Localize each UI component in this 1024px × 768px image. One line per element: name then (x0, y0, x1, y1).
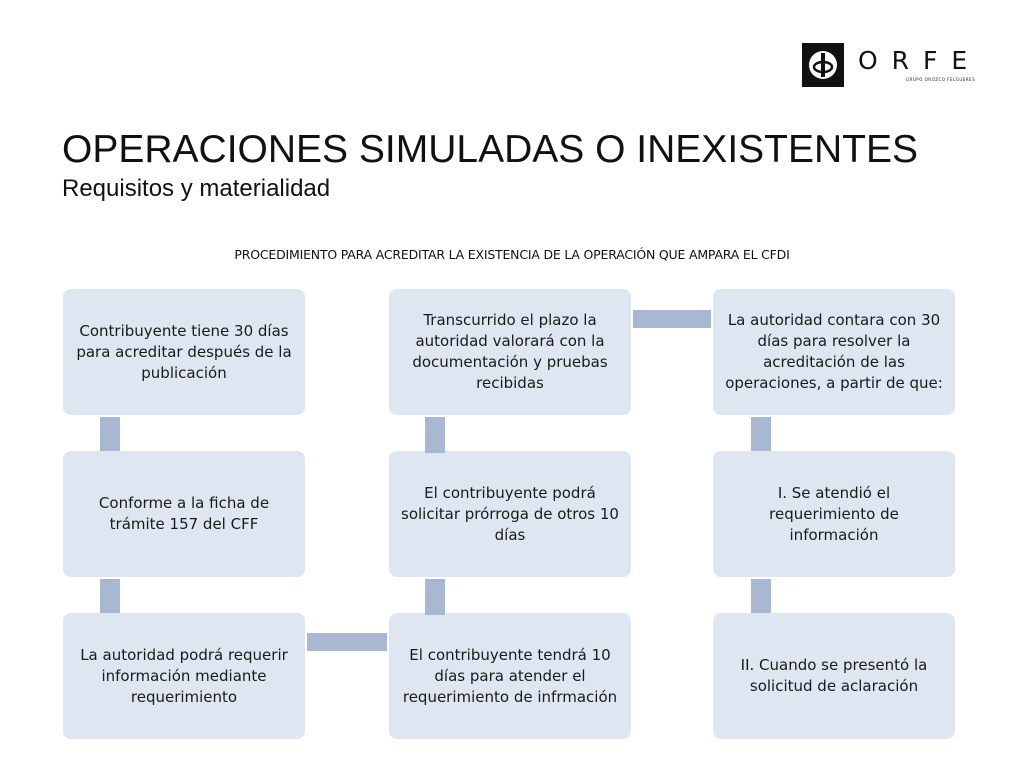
connector-8-9 (751, 579, 771, 615)
connector-4-5 (425, 579, 445, 615)
orfe-logo-icon (802, 43, 844, 87)
step-box-6: Transcurrido el plazo la autoridad valorará con la documentación y pruebas recibidas (389, 289, 631, 415)
page-title: OPERACIONES SIMULADAS O INEXISTENTES (62, 128, 919, 171)
logo-tagline: GRUPO OROZCO FELGUERES (906, 77, 976, 82)
step-box-3: La autoridad podrá requerir información mediante requerimiento (63, 613, 305, 739)
connector-3-4 (307, 633, 387, 651)
connector-5-6 (425, 417, 445, 453)
step-box-7: La autoridad contara con 30 días para resolver la acreditación de las operaciones, a partir de que: (713, 289, 955, 415)
connector-7-8 (751, 417, 771, 453)
connector-1-2 (100, 417, 120, 453)
diagram-title: PROCEDIMIENTO PARA ACREDITAR LA EXISTENCIA DE LA OPERACIÓN QUE AMPARA EL CFDI (234, 247, 790, 262)
connector-6-7 (633, 310, 711, 328)
step-box-4: El contribuyente tendrá 10 días para atender el requerimiento de infrmación (389, 613, 631, 739)
step-box-9: II. Cuando se presentó la solicitud de aclaración (713, 613, 955, 739)
connector-2-3 (100, 579, 120, 615)
step-box-2: Conforme a la ficha de trámite 157 del CFF (63, 451, 305, 577)
step-box-1: Contribuyente tiene 30 días para acreditar después de la publicación (63, 289, 305, 415)
page-subtitle: Requisitos y materialidad (62, 175, 331, 202)
step-box-5: El contribuyente podrá solicitar prórroga de otros 10 días (389, 451, 631, 577)
step-box-8: I. Se atendió el requerimiento de información (713, 451, 955, 577)
logo-name: ORFE (858, 46, 982, 75)
orfe-logo (802, 43, 982, 89)
